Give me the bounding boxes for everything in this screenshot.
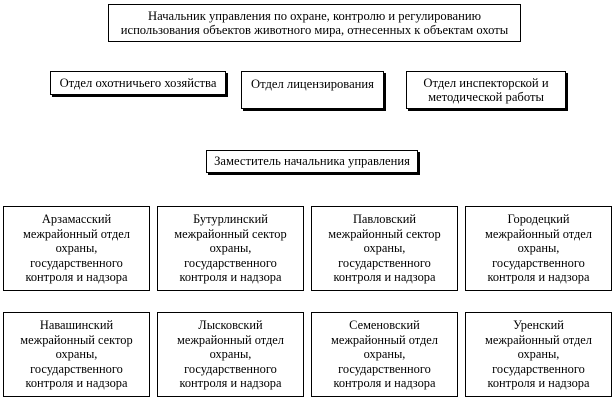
unit-line: межрайонный сектор	[20, 332, 133, 347]
unit-line: охраны,	[363, 241, 406, 256]
unit-box-uren	[465, 312, 612, 397]
deputy-head-label: Заместитель начальника управления	[214, 154, 410, 169]
licensing-department-label: Отдел лицензирования	[251, 77, 374, 91]
unit-box-navashino	[3, 312, 150, 397]
unit-line: охраны,	[209, 347, 252, 362]
unit-line: государственного	[492, 361, 585, 376]
unit-line: государственного	[338, 361, 431, 376]
unit-line: охраны,	[517, 347, 560, 362]
head-of-department-box	[108, 4, 521, 42]
unit-line: охраны,	[55, 347, 98, 362]
inspection-department-line-1: Отдел инспекторской и	[423, 75, 549, 90]
unit-box-buturlino	[157, 206, 304, 291]
unit-line: межрайонный отдел	[176, 332, 284, 347]
unit-line: межрайонный отдел	[330, 332, 438, 347]
hunting-department-box	[50, 71, 226, 95]
unit-box-pavlovo	[311, 206, 458, 291]
unit-box-lyskovo	[157, 312, 304, 397]
unit-line: охраны,	[209, 241, 252, 256]
unit-line: Арзамасский	[41, 212, 112, 227]
unit-line: государственного	[30, 361, 123, 376]
deputy-head-box	[206, 150, 418, 173]
inspection-department-box	[406, 71, 566, 109]
unit-line: Бутурлинский	[193, 212, 268, 227]
unit-line: контроля и надзора	[25, 270, 128, 285]
unit-line: межрайонный сектор	[174, 226, 287, 241]
unit-line: межрайонный сектор	[328, 226, 441, 241]
unit-line: Городецкий	[507, 212, 570, 227]
unit-line: контроля и надзора	[179, 376, 282, 391]
unit-line: Семеновский	[349, 318, 420, 333]
unit-line: государственного	[492, 255, 585, 270]
unit-box-semenov	[311, 312, 458, 397]
unit-line: контроля и надзора	[333, 376, 436, 391]
unit-line: Навашинский	[39, 318, 114, 333]
unit-line: контроля и надзора	[179, 270, 282, 285]
unit-line: контроля и надзора	[487, 376, 590, 391]
unit-line: межрайонный отдел	[22, 226, 130, 241]
inspection-department-line-2: методической работы	[428, 90, 544, 104]
head-title-line-2: использования объектов животного мира, отнесенных к объектам охоты	[120, 23, 509, 37]
unit-line: охраны,	[363, 347, 406, 362]
unit-line: контроля и надзора	[25, 376, 128, 391]
unit-line: охраны,	[55, 241, 98, 256]
licensing-department-box	[241, 71, 384, 109]
unit-line: охраны,	[517, 241, 560, 256]
unit-line: Лысковский	[198, 318, 263, 333]
unit-line: государственного	[184, 255, 277, 270]
unit-line: государственного	[338, 255, 431, 270]
unit-line: государственного	[184, 361, 277, 376]
unit-box-gorodets	[465, 206, 612, 291]
hunting-department-label: Отдел охотничьего хозяйства	[59, 75, 217, 90]
unit-line: Павловский	[352, 212, 417, 227]
unit-line: Уренский	[513, 318, 564, 333]
unit-line: контроля и надзора	[487, 270, 590, 285]
unit-line: контроля и надзора	[333, 270, 436, 285]
unit-line: межрайонный отдел	[484, 332, 592, 347]
head-title-line-1: Начальник управления по охране, контролю и регулированию	[148, 8, 481, 23]
unit-box-arzamas	[3, 206, 150, 291]
unit-line: межрайонный отдел	[484, 226, 592, 241]
unit-line: государственного	[30, 255, 123, 270]
